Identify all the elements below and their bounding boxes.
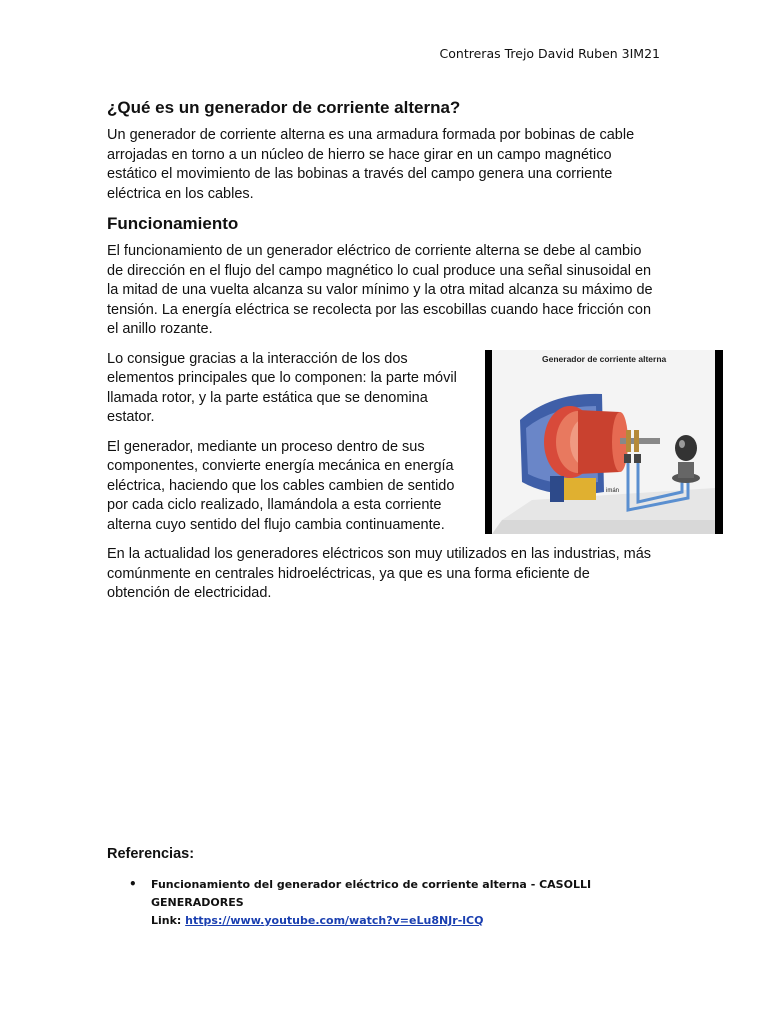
reference-link[interactable]: https://www.youtube.com/watch?v=eLu8NJr-lCQ — [185, 914, 484, 927]
generator-illustration — [492, 350, 715, 534]
paragraph-definition: Un generador de corriente alterna es una armadura formada por bobinas de cable arrojadas en torno a un núcleo de hierro se hace girar en un campo magnético estático el movimiento de las bobinas a través del campo genera una corriente eléctrica en los cables. — [107, 127, 635, 202]
reference-title: Funcionamiento del generador eléctrico de corriente alterna - CASOLLI GENERADORES — [151, 878, 592, 909]
paragraph-funcionamiento-2: Lo consigue gracias a la interacción de los dos elementos principales que lo componen: la parte móvil llamada rotor, y la parte estática que se denomina estator. — [107, 350, 457, 425]
figure-label-iman: imán — [606, 487, 620, 494]
reference-link-label: Link: — [151, 914, 182, 927]
section-heading-funcionamiento: Funcionamiento — [107, 214, 239, 233]
references-section — [107, 846, 667, 930]
reference-item — [107, 876, 667, 930]
document-body — [107, 98, 667, 614]
paragraph-funcionamiento-1: El funcionamiento de un generador eléctrico de corriente alterna se debe al cambio de dirección en el flujo del campo magnético lo cual produce una señal sinusoidal en la mitad de una vuelta alcanza su valor mínimo y la otra mitad alcanza su máximo de tensión. La energía eléctrica se recolecta por las escobillas cuando hace fricción con el anillo rozante. — [107, 243, 653, 337]
generator-figure — [485, 350, 723, 534]
references-heading: Referencias: — [107, 846, 195, 862]
author-header: Contreras Trejo David Ruben 3IM21 — [439, 46, 660, 61]
bullet-icon: • — [129, 877, 137, 891]
figure-caption: Generador de corriente alterna — [542, 353, 667, 364]
paragraph-funcionamiento-4: En la actualidad los generadores eléctricos son muy utilizados en las industrias, más comúnmente en centrales hidroeléctricas, ya que es una forma eficiente de obtención de electricidad. — [107, 546, 652, 601]
section-heading-what-is: ¿Qué es un generador de corriente alterna? — [107, 98, 461, 117]
paragraph-funcionamiento-3: El generador, mediante un proceso dentro de sus componentes, convierte energía mecánica en energía eléctrica, haciendo que los cables cambien de sentido por cada ciclo realizado, llamándola a esta corriente alterna cuyo sentido del flujo cambia continuamente. — [107, 438, 455, 533]
reference-link-row — [151, 912, 667, 930]
